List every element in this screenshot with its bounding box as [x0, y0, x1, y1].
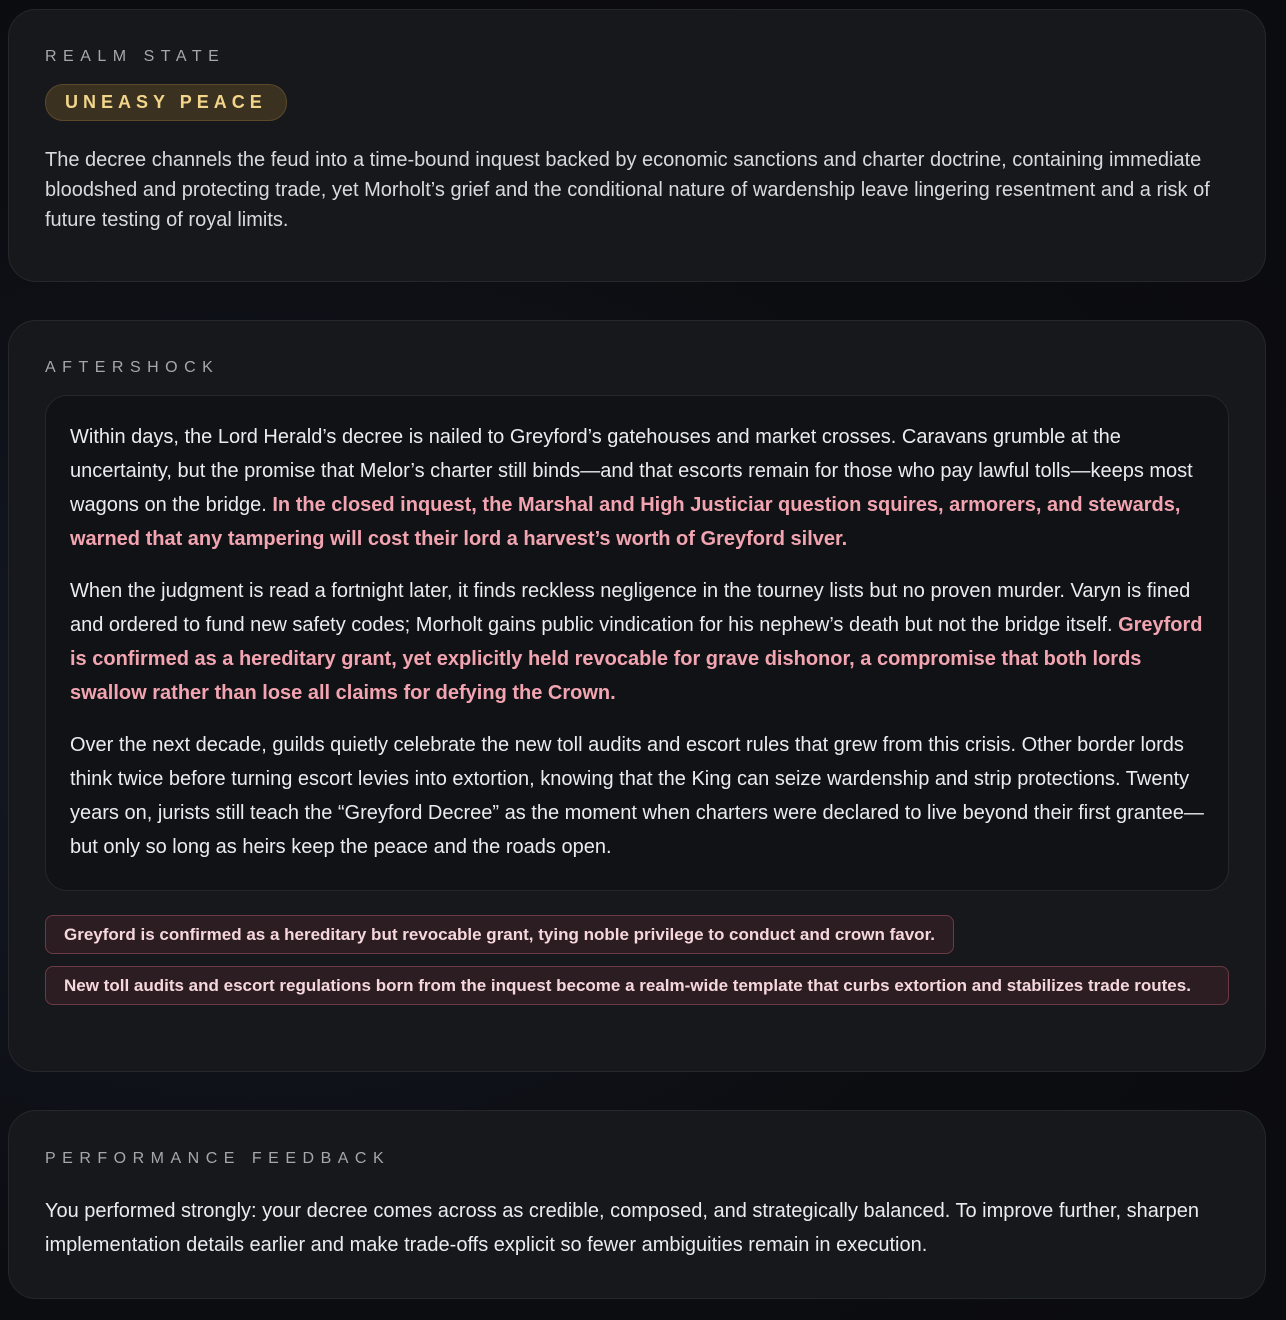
story-paragraph: [70, 420, 1204, 556]
performance-feedback-label: PERFORMANCE FEEDBACK: [45, 1150, 391, 1167]
performance-feedback-text: You performed strongly: your decree comes across as credible, composed, and strategically balanced. To improve further, sharpen implementation details earlier and make trade-offs explicit so fewer ambiguities remain in execution.: [45, 1200, 1199, 1256]
aftershock-story: [45, 395, 1229, 891]
story-paragraph: [70, 728, 1204, 864]
realm-state-description: The decree channels the feud into a time-bound inquest backed by economic sanctions and charter doctrine, containing immediate bloodshed and protecting trade, yet Morholt’s grief and the conditional nature of wardenship leave lingering resentment and a risk of future testing of royal limits.: [45, 149, 1210, 231]
story-paragraph: [70, 574, 1204, 710]
performance-feedback-card: [8, 1110, 1266, 1299]
aftershock-card: [8, 320, 1266, 1072]
story-highlight: In the closed inquest, the Marshal and High Justiciar question squires, armorers, and stewards, warned that any tampering will cost their lord a harvest’s worth of Greyford silver.: [70, 494, 1181, 550]
story-text: When the judgment is read a fortnight later, it finds reckless negligence in the tourney lists but no proven murder. Varyn is fined and ordered to fund new safety codes; Morholt gains public vindication for his nephew’s death but not the bridge itself.: [70, 580, 1191, 636]
realm-state-badge: UNEASY PEACE: [45, 84, 287, 121]
realm-state-label: REALM STATE: [45, 48, 226, 65]
story-highlight: Greyford is confirmed as a hereditary grant, yet explicitly held revocable for grave dishonor, a compromise that both lords swallow rather than lose all claims for defying the Crown.: [70, 614, 1203, 704]
realm-state-card: [8, 9, 1266, 282]
story-text: Over the next decade, guilds quietly celebrate the new toll audits and escort rules that grew from this crisis. Other border lords think twice before turning escort levies into extortion, knowing that the King can seize wardenship and strip protections. Twenty years on, jurists still teach the “Greyford Decree” as the moment when charters were declared to live beyond their first grantee—but only so long as heirs keep the peace and the roads open.: [70, 734, 1204, 858]
consequence-tag: Greyford is confirmed as a hereditary but revocable grant, tying noble privilege to conduct and crown favor.: [45, 915, 954, 954]
aftershock-label: AFTERSHOCK: [45, 359, 220, 376]
consequence-tag: New toll audits and escort regulations born from the inquest become a realm-wide template that curbs extortion and stabilizes trade routes.: [45, 966, 1229, 1005]
story-text: Within days, the Lord Herald’s decree is nailed to Greyford’s gatehouses and market crosses. Caravans grumble at the uncertainty, but the promise that Melor’s charter still binds—and that escorts remain for those who pay lawful tolls—keeps most wagons on the bridge.: [70, 426, 1193, 516]
